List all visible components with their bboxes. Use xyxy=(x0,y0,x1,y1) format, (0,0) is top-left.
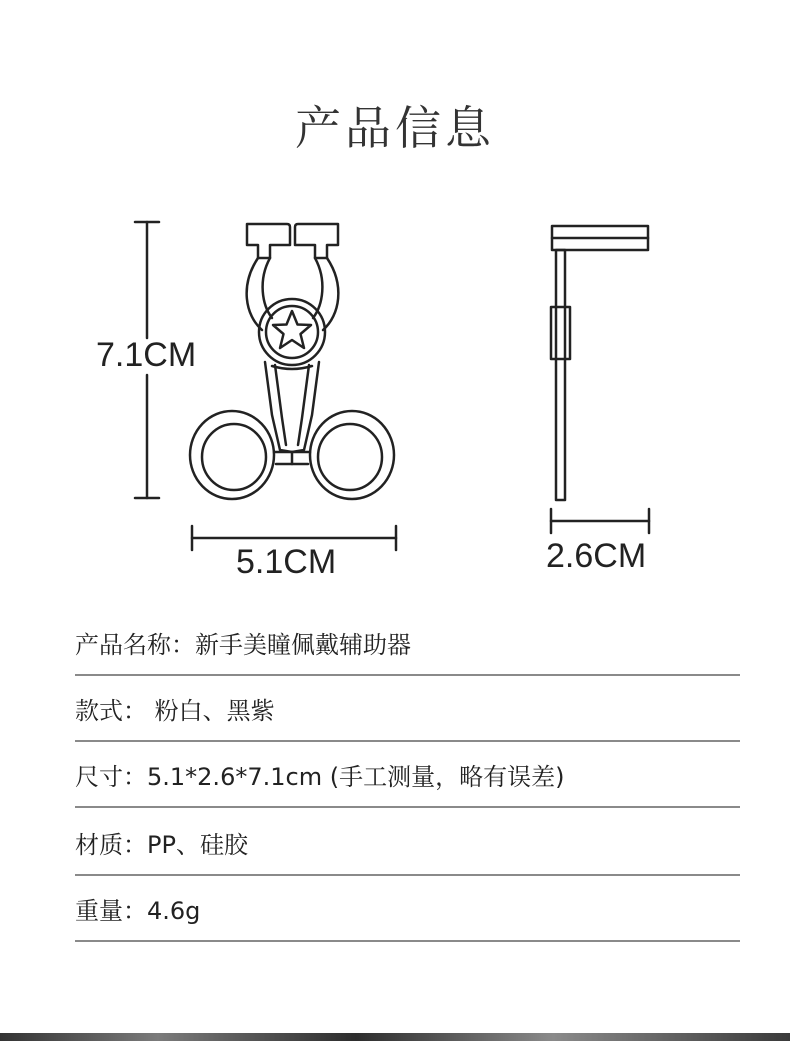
spec-row-product-name xyxy=(75,610,740,676)
spec-text: 款式： 粉白、黑紫 xyxy=(75,697,275,725)
spec-row-material xyxy=(75,810,740,876)
width-label: 5.1CM xyxy=(236,543,337,581)
spec-text: 重量：4.6g xyxy=(75,897,201,925)
height-label: 7.1CM xyxy=(96,336,197,374)
bottom-divider-bar xyxy=(0,1033,790,1041)
tool-front-view-icon xyxy=(190,224,394,499)
spec-row-size xyxy=(75,742,740,808)
spec-text: 产品名称：新手美瞳佩戴辅助器 xyxy=(75,631,411,659)
depth-dimension-line xyxy=(551,509,649,533)
page-title: 产品信息 xyxy=(295,101,495,155)
depth-label: 2.6CM xyxy=(546,537,647,575)
spec-row-weight xyxy=(75,876,740,942)
tool-side-view-icon xyxy=(551,226,648,500)
spec-text: 尺寸：5.1*2.6*7.1cm (手工测量，略有误差) xyxy=(75,763,565,791)
spec-row-style xyxy=(75,676,740,742)
spec-text: 材质：PP、硅胶 xyxy=(75,831,248,859)
